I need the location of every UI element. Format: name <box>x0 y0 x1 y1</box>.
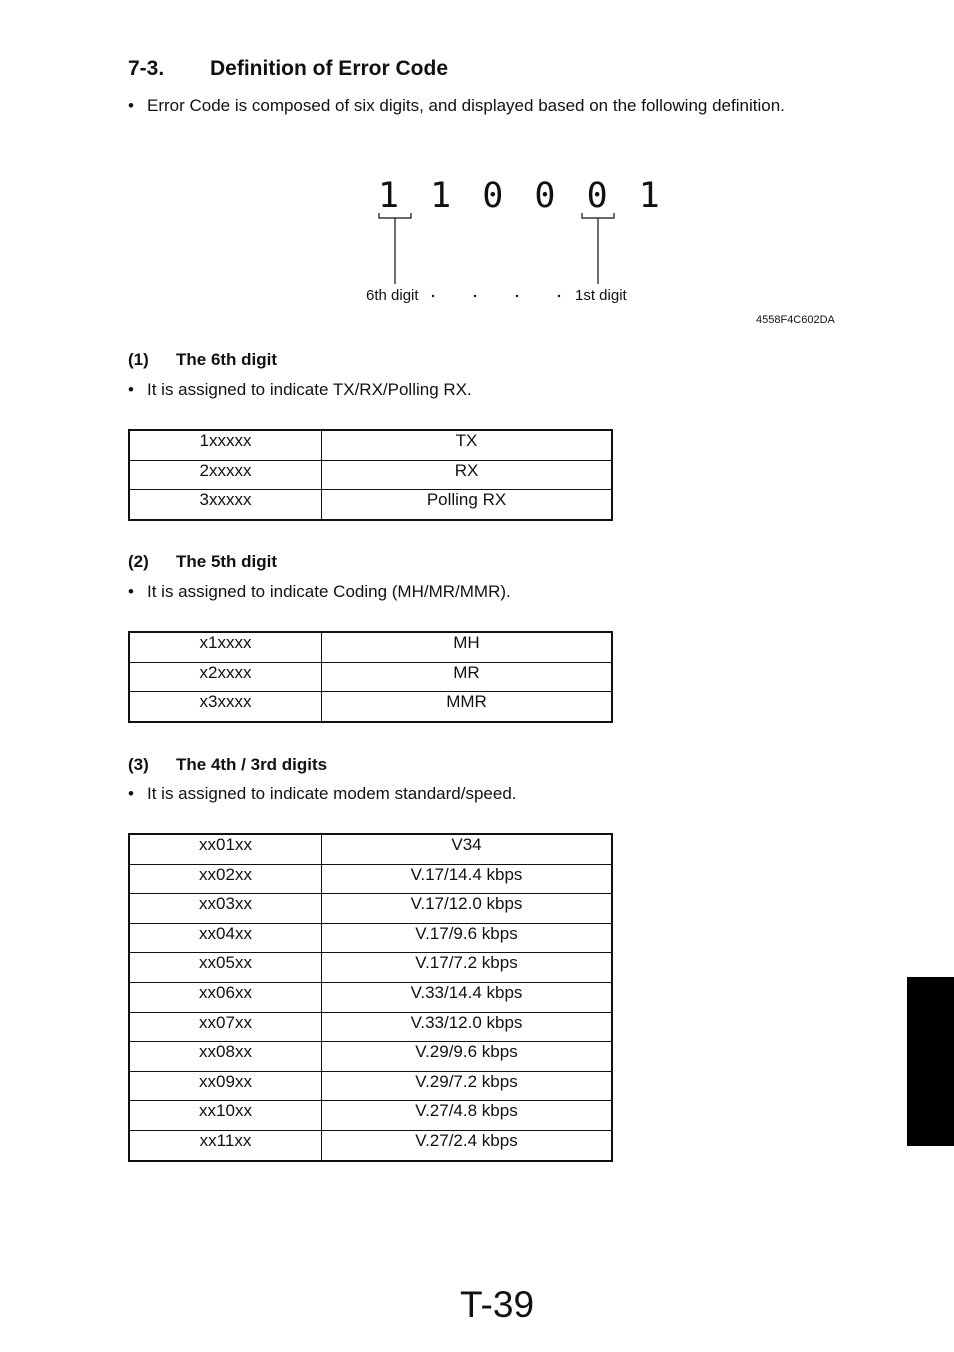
table-row: x3xxxx MMR <box>129 692 612 722</box>
subsection-3-bullet: • It is assigned to indicate modem standard/speed. <box>128 784 517 803</box>
subsection-2-bullet: • It is assigned to indicate Coding (MH/MR/MMR). <box>128 582 511 601</box>
table-row: xx10xx V.27/4.8 kbps <box>129 1101 612 1131</box>
table-row: xx07xx V.33/12.0 kbps <box>129 1012 612 1042</box>
bullet-dot-icon: • <box>128 380 134 399</box>
table-row: x1xxxx MH <box>129 632 612 662</box>
table-row: xx03xx V.17/12.0 kbps <box>129 894 612 924</box>
table-row: 1xxxxx TX <box>129 430 612 460</box>
bullet-dot-icon: • <box>128 784 134 803</box>
digit-bracket-lines <box>0 0 954 340</box>
bullet-dot-icon: • <box>128 96 134 115</box>
table-row: xx06xx V.33/14.4 kbps <box>129 982 612 1012</box>
table-row: 3xxxxx Polling RX <box>129 490 612 520</box>
table-row: xx02xx V.17/14.4 kbps <box>129 864 612 894</box>
section-number: 7-3. <box>128 57 165 80</box>
table-row: xx11xx V.27/2.4 kbps <box>129 1130 612 1160</box>
table-row: 2xxxxx RX <box>129 460 612 490</box>
label-6th-digit: 6th digit <box>366 287 419 304</box>
section-heading: Definition of Error Code <box>210 57 448 80</box>
page-number: T-39 <box>460 1284 535 1325</box>
table-row: xx08xx V.29/9.6 kbps <box>129 1042 612 1072</box>
intro-text: Error Code is composed of six digits, and displayed based on the following definition. <box>147 96 785 115</box>
chapter-side-tab <box>907 977 954 1146</box>
subsection-1-bullet: • It is assigned to indicate TX/RX/Polling RX. <box>128 380 472 399</box>
bullet-dot-icon: • <box>128 582 134 601</box>
subsection-2-title: (2) The 5th digit <box>128 552 278 571</box>
figure-code: 4558F4C602DA <box>756 314 835 326</box>
table-row: xx09xx V.29/7.2 kbps <box>129 1071 612 1101</box>
table-5th-digit <box>128 631 613 723</box>
table-row: xx04xx V.17/9.6 kbps <box>129 923 612 953</box>
table-row: xx05xx V.17/7.2 kbps <box>129 953 612 983</box>
subsection-1-title: (1) The 6th digit <box>128 350 278 369</box>
error-code-digits: 1 1 0 0 0 1 <box>378 176 665 216</box>
subsection-3-title: (3) The 4th / 3rd digits <box>128 755 328 774</box>
label-1st-digit: 1st digit <box>575 287 627 304</box>
table-4th-3rd-digits <box>128 833 613 1162</box>
table-row: xx01xx V34 <box>129 834 612 864</box>
table-6th-digit <box>128 429 613 521</box>
table-row: x2xxxx MR <box>129 662 612 692</box>
